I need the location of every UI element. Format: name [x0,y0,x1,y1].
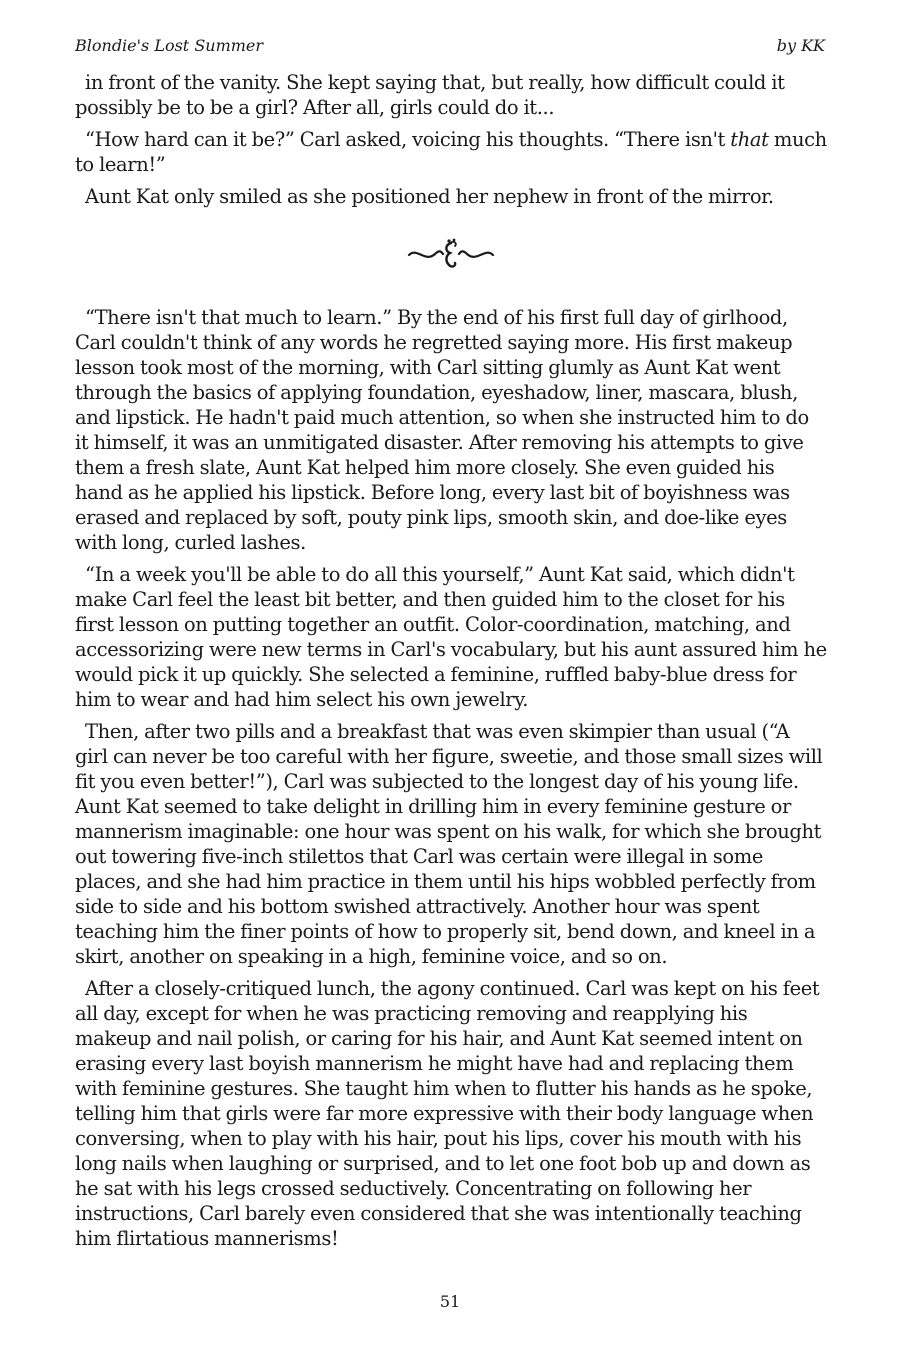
tilde-flourish-icon [405,237,497,271]
paragraph: Then, after two pills and a breakfast that was even skimpier than usual (“A girl can never be too careful with her figure, sweetie, and those small sizes will fit you even better!”), Carl was subjected to the longest day of his young life. Aunt Kat seemed to take delight in drilling him in every feminine gesture or mannerism imaginable: one hour was spent on his walk, for which she brought out towering five-inch stilettos that Carl was certain were illegal in some places, and she had him practice in them until his hips wobbled perfectly from side to side and his bottom swished attractively. Another hour was spent teaching him the finer points of how to properly sit, bend down, and kneel in a skirt, another on speaking in a high, feminine voice, and so on. [75,720,823,968]
paragraph: in front of the vanity. She kept saying that, but really, how difficult could it possibly be to be a girl? After all, girls could do it... [75,71,785,119]
paragraph-text: “How hard can it be?” Carl asked, voicing his thoughts. “There isn't [85,128,731,151]
paragraph [75,127,827,177]
section-break-ornament [75,237,827,271]
paragraph: “In a week you'll be able to do all this yourself,” Aunt Kat said, which didn't make Carl feel the least bit better, and then guided him to the closet for his first lesson on putting together an outfit. Color-coordination, matching, and accessorizing were new terms in Carl's vocabulary, but his aunt assured him he would pick it up quickly. She selected a feminine, ruffled baby-blue dress for him to wear and had him select his own jewelry. [75,563,827,711]
book-title: Blondie's Lost Summer [75,36,264,55]
page-body [75,70,827,1258]
paragraph-text: much to learn!” [75,128,827,176]
author-credit: by KK [776,36,825,55]
paragraph: After a closely-critiqued lunch, the agony continued. Carl was kept on his feet all day, except for when he was practicing removing and reapplying his makeup and nail polish, or caring for his hair, and Aunt Kat seemed intent on erasing every last boyish mannerism he might have had and replacing them with feminine gestures. She taught him when to flutter his hands as he spoke, telling him that girls were far more expressive with their body language when conversing, when to play with his hair, pout his lips, cover his mouth with his long nails when laughing or surprised, and to let one foot bob up and down as he sat with his legs crossed seductively. Concentrating on following her instructions, Carl barely even considered that she was intentionally teaching him flirtatious mannerisms! [75,977,820,1250]
paragraph: “There isn't that much to learn.” By the end of his first full day of girlhood, Carl couldn't think of any words he regretted saying more. His first makeup lesson took most of the morning, with Carl sitting glumly as Aunt Kat went through the basics of applying foundation, eyeshadow, liner, mascara, blush, and lipstick. He hadn't paid much attention, so when she instructed him to do it himself, it was an unmitigated disaster. After removing his attempts to give them a fresh slate, Aunt Kat helped him more closely. She even guided his hand as he applied his lipstick. Before long, every last bit of boyishness was erased and replaced by soft, pouty pink lips, smooth skin, and doe-like eyes with long, curled lashes. [75,306,809,554]
paragraph: Aunt Kat only smiled as she positioned her nephew in front of the mirror. [85,185,774,208]
running-header [75,36,825,56]
italic-emphasis: that [730,128,769,151]
page-number: 51 [439,1292,461,1311]
